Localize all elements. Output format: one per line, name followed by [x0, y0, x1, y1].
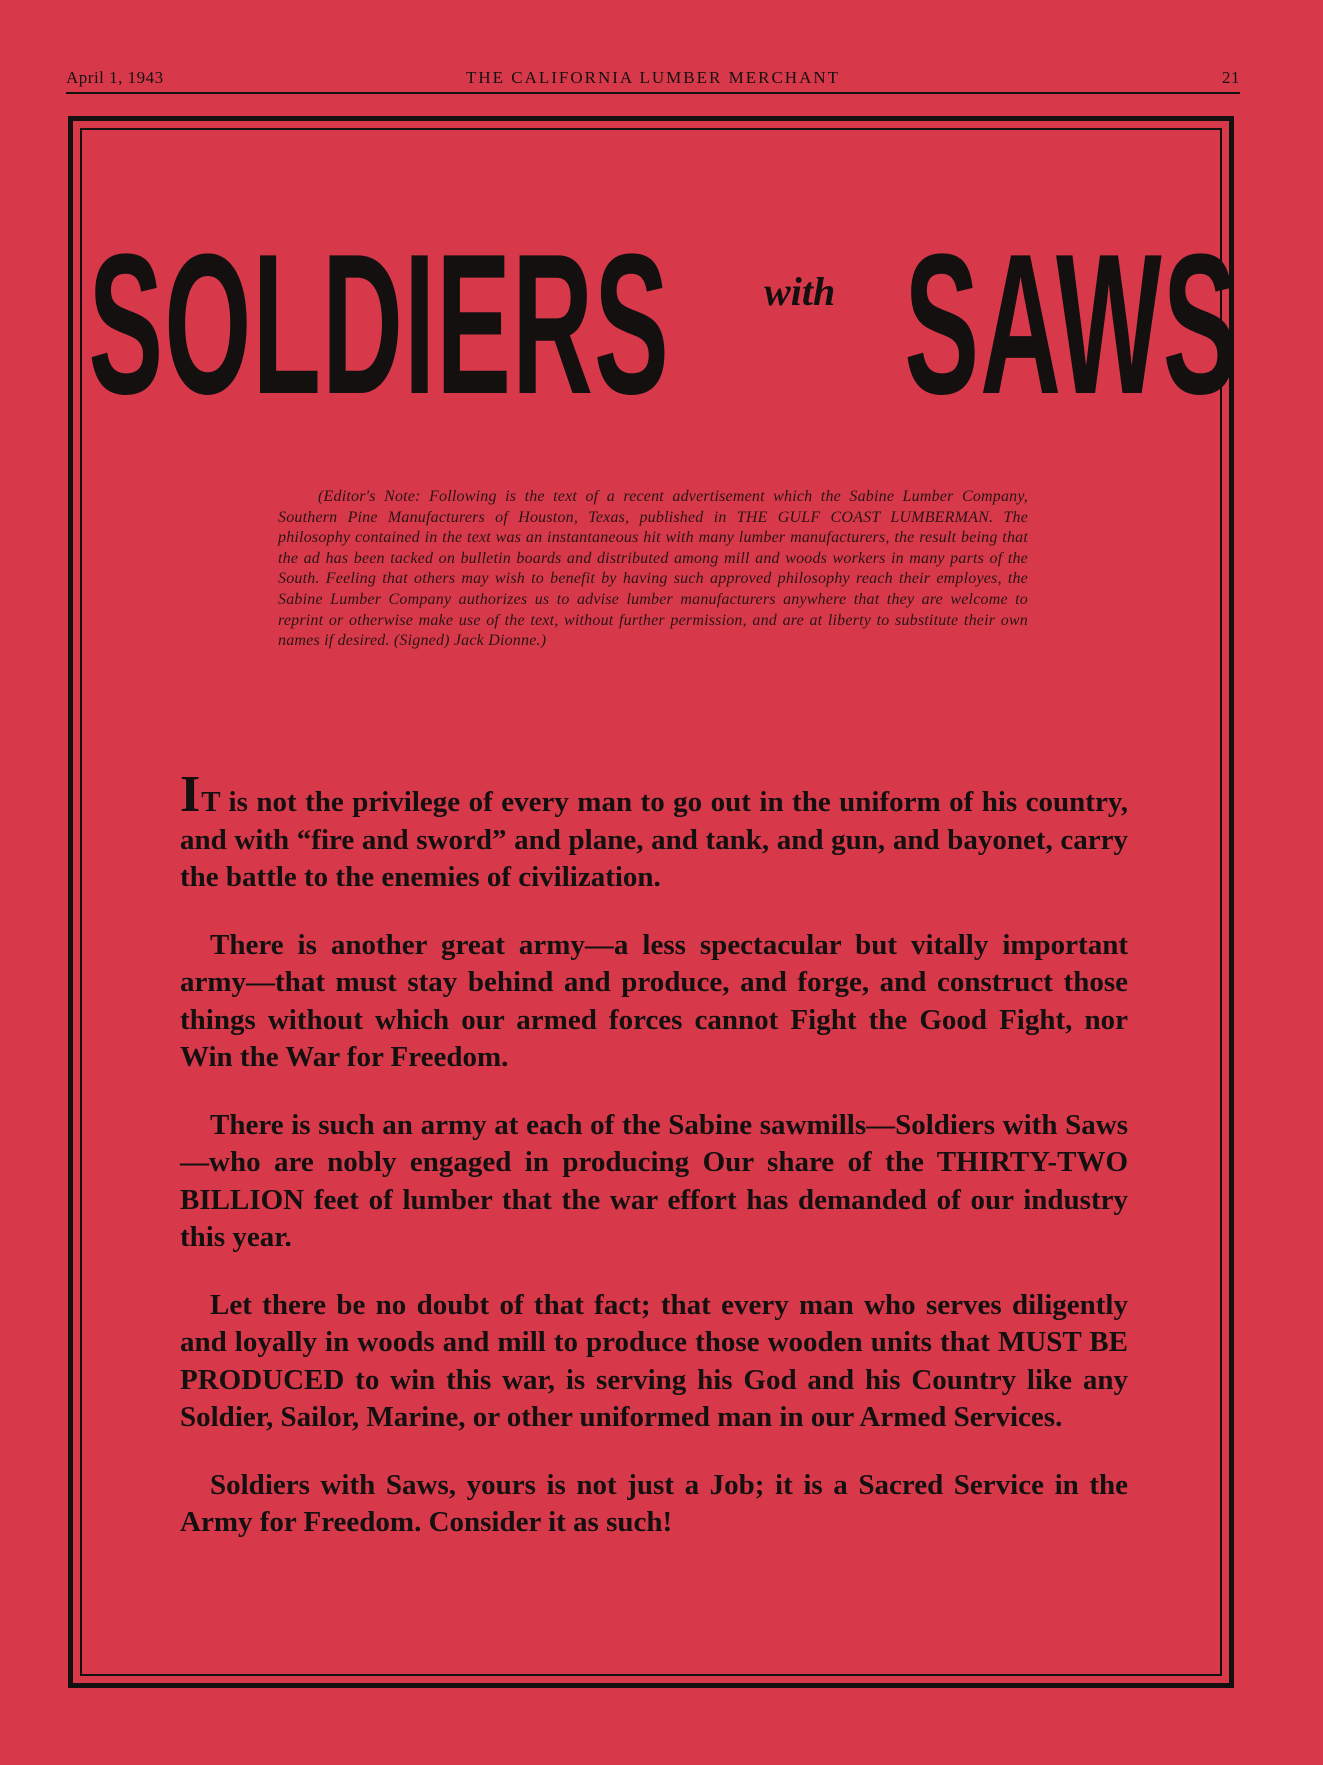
paragraph-1: [180, 766, 1128, 897]
paragraph-5: Soldiers with Saws, yours is not just a Job; it is a Sacred Service in the Army for Freedom. Consider it as such!: [180, 1468, 1128, 1538]
headline-word-saws: SAWS: [904, 213, 1239, 436]
header-rule: [66, 92, 1240, 94]
headline: [80, 213, 1239, 436]
running-head: [66, 68, 1240, 90]
drop-cap: I: [180, 766, 201, 823]
paragraph-4: Let there be no doubt of that fact; that every man who serves diligently and loyally in woods and mill to produce those wooden units that MUST BE PRODUCED to win this war, is serving his God and his Country like any Soldier, Sailor, Marine, or other uniformed man in our Armed Services.: [180, 1288, 1128, 1433]
headline-connector: with: [764, 269, 836, 314]
paragraph-3: There is such an army at each of the Sabine sawmills—Soldiers with Saws—who are nobly engaged in producing Our share of the THIRTY-TWO BILLION feet of lumber that the war effort has demanded of our industry this year.: [180, 1108, 1128, 1253]
paragraph-2: There is another great army—a less spectacular but vitally important army—that must stay behind and produce, and forge, and construct those things without which our armed forces cannot Fight the Good Fight, nor Win the War for Freedom.: [180, 928, 1128, 1073]
issue-date: April 1, 1943: [66, 68, 164, 87]
editors-note: (Editor's Note: Following is the text of a recent advertisement which the Sabine Lumber Company, Southern Pine Manufacturers of Houston, Texas, published in THE GULF COAST LUMBERMAN. The philosophy contained in the text was an instantaneous hit with many lumber manufacturers, the result being that the ad has been tacked on bulletin boards and distributed among mill and woods workers in many parts of the South. Feeling that others may wish to benefit by having such approved philosophy reach their employes, the Sabine Lumber Company authorizes us to advise lumber manufacturers anywhere that they are welcome to reprint or otherwise make use of the text, without further permission, and are at liberty to substitute their own names if desired. (Signed) Jack Dionne.): [278, 488, 1028, 650]
page-number: 21: [1222, 68, 1240, 87]
article-body: [180, 766, 1128, 1572]
headline-word-soldiers: SOLDIERS: [88, 213, 670, 436]
publication-title: THE CALIFORNIA LUMBER MERCHANT: [465, 68, 841, 87]
paragraph-1-text: T is not the privilege of every man to go out in the uniform of his country, and with “fire and sword” and plane, and tank, and gun, and bayonet, carry the battle to the enemies of civilization.: [180, 786, 1128, 893]
